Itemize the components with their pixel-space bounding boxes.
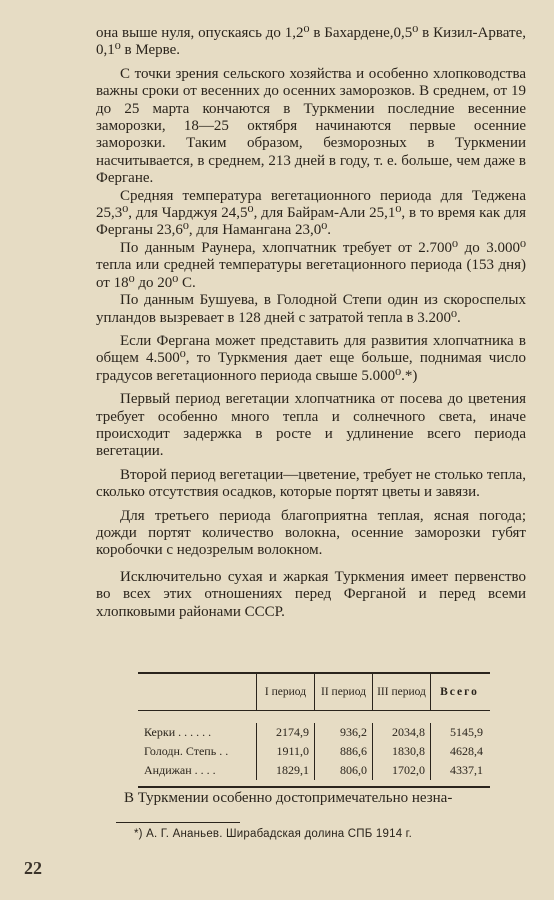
footnote-divider	[116, 822, 240, 823]
table-header-cell: II период	[314, 674, 372, 710]
table-cell: 4337,1	[430, 761, 488, 780]
table-cell: 806,0	[314, 761, 372, 780]
temperature-table	[138, 672, 490, 788]
body-text	[96, 25, 526, 621]
paragraph: Первый период вегетации хлопчатника от посева до цветения требует особенно много тепла и солнечного света, иначе происходит задержка в росте и удлинение всего периода вегетации.	[96, 391, 526, 460]
table-cell: 1830,8	[372, 742, 430, 761]
table-cell: 5145,9	[430, 723, 488, 742]
paragraph: Если Фергана может представить для развития хлопчатника в общем 4.500⁰, то Туркмения дает еще больше, поднимая число градусов вегетационного периода свыше 5.000⁰.*)	[96, 332, 526, 384]
page-number: 22	[24, 858, 42, 878]
table-row	[138, 761, 490, 780]
table-cell: 1911,0	[256, 742, 314, 761]
table-cell: 4628,4	[430, 742, 488, 761]
paragraph: С точки зрения сельского хозяйства и особенно хлопководства важны сроки от весенних до осенних заморозков. В среднем, от 19 до 25 марта кончаются в Туркмении последние весенние заморозки, 18—25 октября начинаются первые осенние заморозки. Таким образом, безморозных в Туркмении насчитывается, в среднем, 213 дней в году, т. е. больше, чем даже в Фергане.	[96, 65, 526, 187]
table-header-cell: I период	[256, 674, 314, 710]
table-row-label: Керки . . . . . .	[144, 725, 212, 739]
table-row	[138, 742, 490, 761]
paragraph: она выше нуля, опускаясь до 1,2⁰ в Бахардене,0,5⁰ в Кизил-Арвате, 0,1⁰ в Мерве.	[96, 25, 526, 59]
paragraph: По данным Раунера, хлопчатник требует от 2.700⁰ до 3.000⁰ тепла или средней температуры вегетационного периода (153 дня) от 18⁰ до 20⁰ С.	[96, 239, 526, 291]
paragraph: Для третьего периода благоприятна теплая, ясная погода; дожди портят количество волокна, осенние заморозки губят коробочки с недозрелым волокном.	[96, 507, 526, 559]
table-row	[138, 723, 490, 742]
table-header-row	[138, 674, 490, 711]
table-body	[138, 711, 490, 786]
table-header-cell: Всего	[430, 674, 488, 710]
paragraph: Исключительно сухая и жаркая Туркмения имеет первенство во всех этих отношениях перед Ферганой и перед всеми хлопковыми районами СССР.	[96, 568, 526, 620]
paragraph: Средняя температура вегетационного периода для Теджена 25,3⁰, для Чарджуя 24,5⁰, для Байрам-Али 25,1⁰, в то время как для Ферганы 23,6⁰, для Намангана 23,0⁰.	[96, 187, 526, 239]
continuation-line: В Туркмении особенно достопримечательно незна-	[124, 790, 453, 806]
paragraph: По данным Бушуева, в Голодной Степи один из скороспелых упландов вызревает в 128 дней с затратой тепла в 3.200⁰.	[96, 292, 526, 326]
paragraph: Второй период вегетации—цветение, требует не столько тепла, сколько отсутствия осадков, которые портят цветы и завязи.	[96, 466, 526, 501]
footnote: *) А. Г. Ананьев. Ширабадская долина СПБ 1914 г.	[134, 828, 413, 840]
table-header-cell	[138, 674, 256, 710]
table-row-label: Голодн. Степь . .	[144, 744, 229, 758]
table-header-cell: III период	[372, 674, 430, 710]
table-cell: 1829,1	[256, 761, 314, 780]
table-cell: 2174,9	[256, 723, 314, 742]
table-cell: 936,2	[314, 723, 372, 742]
table-row-label: Андижан . . . .	[144, 763, 216, 777]
table-cell: 886,6	[314, 742, 372, 761]
table-cell: 1702,0	[372, 761, 430, 780]
table-cell: 2034,8	[372, 723, 430, 742]
